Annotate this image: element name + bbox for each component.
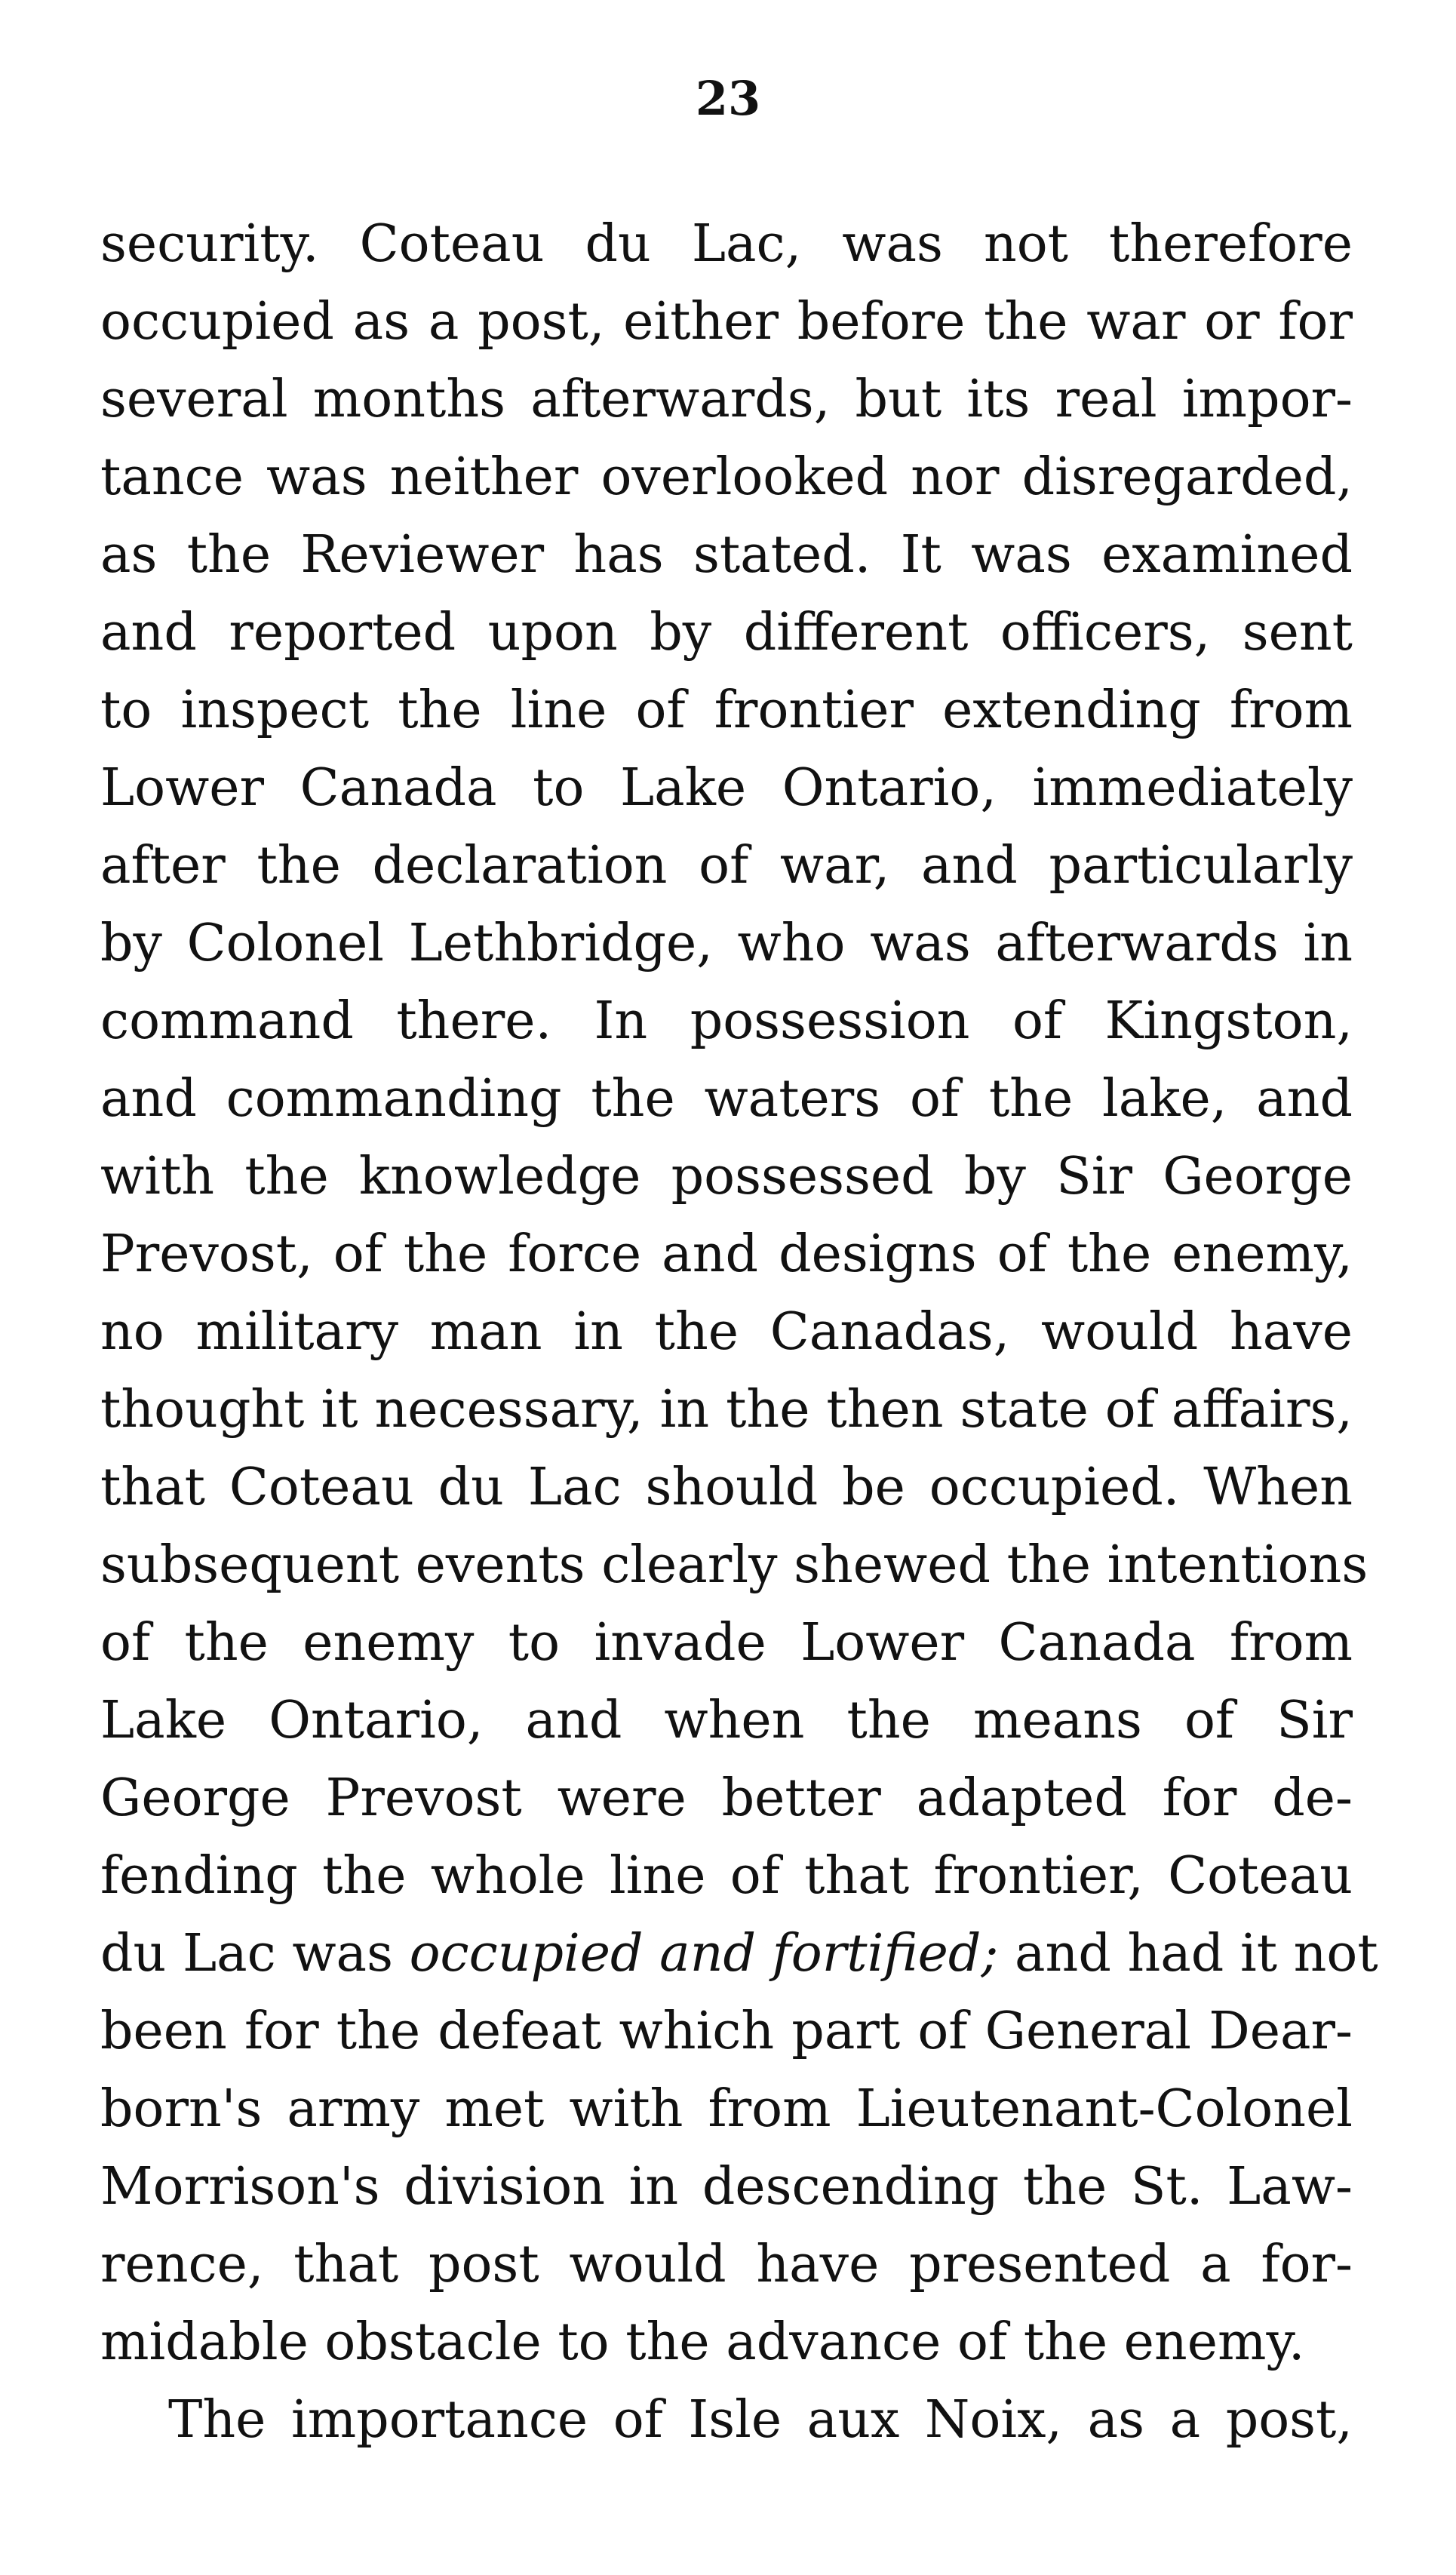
text-line: George Prevost were better adapted for de- bbox=[100, 1768, 1353, 1828]
text-line: Lower Canada to Lake Ontario, immediately bbox=[100, 758, 1353, 818]
text-line-with-italic bbox=[100, 1915, 1378, 1993]
text-line: no military man in the Canadas, would have bbox=[100, 1302, 1353, 1362]
text-line: of the enemy to invade Lower Canada from bbox=[100, 1613, 1353, 1673]
text-line: been for the defeat which part of General Dear- bbox=[100, 2002, 1353, 2061]
text-line: Morrison's division in descending the St. Law- bbox=[100, 2157, 1353, 2217]
paragraph bbox=[100, 205, 1378, 2381]
text-line: rence, that post would have presented a for- bbox=[100, 2235, 1353, 2294]
text-run: and had it not bbox=[998, 1924, 1378, 1983]
text-line: occupied as a post, either before the war or for bbox=[100, 292, 1353, 352]
text-line: born's army met with from Lieutenant-Colonel bbox=[100, 2079, 1353, 2139]
text-line: midable obstacle to the advance of the enemy. bbox=[100, 2312, 1305, 2372]
text-line: several months afterwards, but its real impor- bbox=[100, 370, 1353, 429]
text-line: fending the whole line of that frontier, Coteau bbox=[100, 1846, 1353, 1906]
text-line: Prevost, of the force and designs of the enemy, bbox=[100, 1225, 1353, 1284]
text-line: Lake Ontario, and when the means of Sir bbox=[100, 1691, 1353, 1750]
paragraph bbox=[100, 2381, 1353, 2459]
text-line: subsequent events clearly shewed the intentions bbox=[100, 1535, 1368, 1595]
text-line: thought it necessary, in the then state of affairs, bbox=[100, 1380, 1353, 1440]
italic-emphasis: occupied and fortified; bbox=[409, 1924, 999, 1983]
text-line: with the knowledge possessed by Sir George bbox=[100, 1147, 1353, 1206]
text-line: by Colonel Lethbridge, who was afterwards in bbox=[100, 914, 1353, 973]
text-line: The importance of Isle aux Noix, as a post, bbox=[168, 2390, 1353, 2450]
text-line: security. Coteau du Lac, was not therefore bbox=[100, 214, 1353, 274]
text-line: after the declaration of war, and particularly bbox=[100, 836, 1353, 896]
text-run: du Lac was bbox=[100, 1924, 410, 1983]
text-line: and commanding the waters of the lake, and bbox=[100, 1069, 1353, 1129]
body-text bbox=[100, 205, 1378, 2459]
text-line: command there. In possession of Kingston, bbox=[100, 991, 1353, 1051]
text-line: and reported upon by different officers, sent bbox=[100, 603, 1353, 662]
text-line: that Coteau du Lac should be occupied. When bbox=[100, 1458, 1353, 1517]
text-line: to inspect the line of frontier extending from bbox=[100, 681, 1353, 740]
page-number: 23 bbox=[695, 71, 761, 126]
text-line: as the Reviewer has stated. It was examined bbox=[100, 525, 1353, 585]
text-line: tance was neither overlooked nor disregarded, bbox=[100, 447, 1353, 507]
